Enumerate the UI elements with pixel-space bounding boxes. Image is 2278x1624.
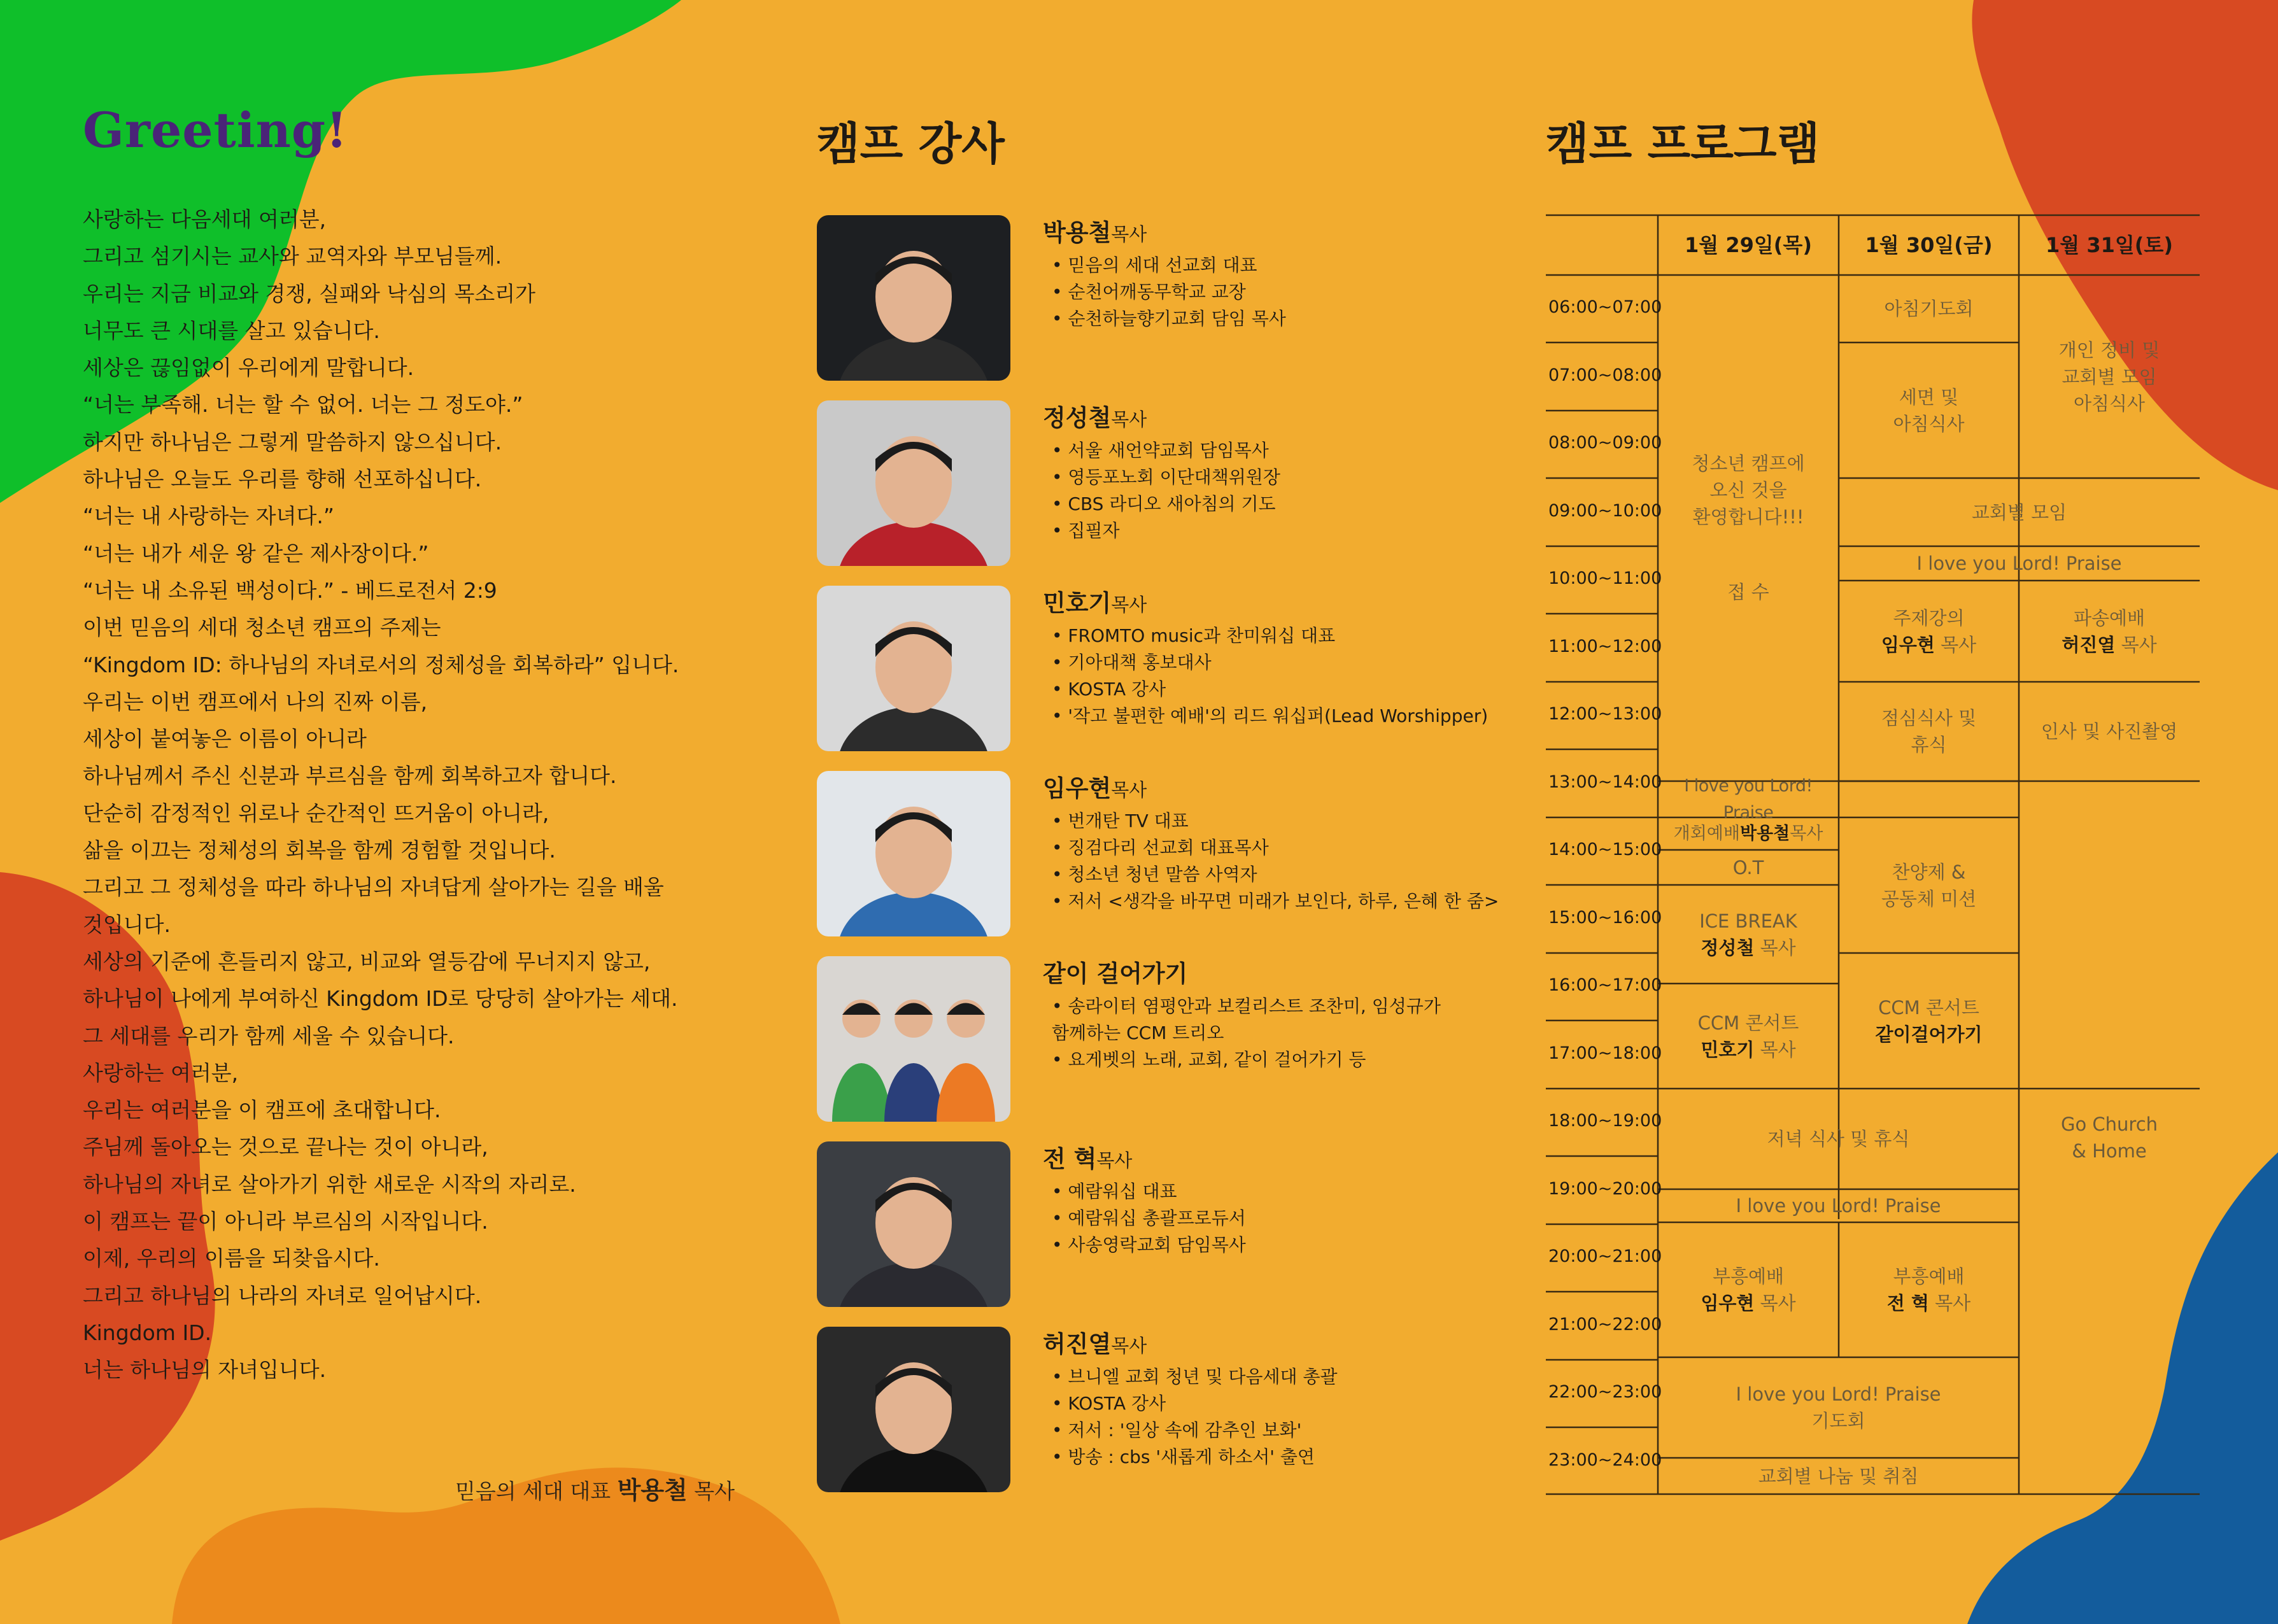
speaker-bullet: • 순천하늘향기교회 담임 목사 [1052,308,1286,329]
cell-d1-ccm [1658,984,1839,1089]
speaker-name: 전 혁 [1043,1145,1097,1173]
speaker-bullet: • 영등포노회 이단대책위원장 [1052,467,1280,488]
greeting-line: 하나님께서 주신 신분과 부르심을 함께 회복하고자 합니다. [83,763,617,789]
icebreak-suffix: 목사 [1754,936,1796,959]
cell-d3-home: Go Church & Home [2060,1113,2158,1162]
cell-church-meeting: 교회별 모임 [1971,501,2067,523]
speaker-bullet: • 사송영락교회 담임목사 [1052,1234,1246,1255]
greeting-line: “너는 내 소유된 백성이다.” - 베드로전서 2:9 [83,577,497,603]
cell-d1-ot: O.T [1732,856,1764,879]
time-slot: 17:00~18:00 [1548,1043,1662,1063]
d1-ccm-suffix: 목사 [1754,1038,1796,1061]
greeting-line: 우리는 여러분을 이 캠프에 초대합니다. [83,1098,441,1123]
speaker-bullet: • CBS 라디오 새아침의 기도 [1052,493,1276,514]
opening-label: 개회예배 [1673,823,1740,844]
greeting-line: “Kingdom ID: 하나님의 자녀로서의 정체성을 회복하라” 입니다. [83,652,679,677]
sending-label: 파송예배 [2073,607,2146,629]
speaker-name: 같이 걸어가기 [1043,960,1188,987]
greeting-line: 단순히 감정적인 위로나 순간적인 뜨거움이 아니라, [83,800,549,826]
speaker-bullet: • 저서 : '일상 속에 감추인 보화' [1052,1420,1302,1441]
cell-dinner: 저녁 식사 및 휴식 [1767,1128,1910,1150]
d2-revival-label: 부흥예배 [1893,1266,1965,1287]
greeting-line: 세상은 끊임없이 우리에게 말합니다. [83,355,414,381]
greeting-line: 이번 믿음의 세대 청소년 캠프의 주제는 [83,615,441,640]
time-slot: 06:00~07:00 [1548,297,1662,317]
greeting-line: “너는 부족해. 너는 할 수 없어. 너는 그 정도야.” [83,392,523,418]
opening-suffix: 목사 [1790,823,1823,844]
cell-d2-lecture [1839,581,2019,682]
greeting-line: 이제, 우리의 이름을 되찾읍시다. [83,1246,380,1271]
greeting-line: 사랑하는 여러분, [83,1060,239,1085]
greeting-line: 삶을 이끄는 정체성의 회복을 함께 경험할 것입니다. [83,838,556,863]
time-slot: 15:00~16:00 [1548,907,1662,928]
d1-revival-suffix: 목사 [1754,1292,1796,1314]
signature-suffix: 목사 [687,1479,735,1504]
d1-revival-label: 부흥예배 [1712,1266,1785,1287]
lecture-label: 주제강의 [1893,607,1965,629]
cell-d2-lunch: 점심식사 및 휴식 [1881,707,1977,756]
signature-prefix: 믿음의 세대 대표 [455,1479,618,1504]
cell-d2-mission: 찬양제 & 공동체 미션 [1881,861,1977,910]
greeting-line: 너무도 큰 시대를 살고 있습니다. [83,318,380,343]
opening-speaker: 박용철 [1739,823,1790,844]
time-slot: 12:00~13:00 [1548,704,1662,724]
day-header-2: 1월 30일(금) [1865,233,1993,257]
time-slot: 11:00~12:00 [1548,636,1662,656]
speaker-bullet: • 순천어깨동무학교 교장 [1052,281,1246,302]
greeting-line: 하나님은 오늘도 우리를 향해 선포하십니다. [83,467,482,492]
time-slot: 10:00~11:00 [1548,568,1662,588]
speaker-bullet: • 징검다리 선교회 대표목사 [1052,837,1269,858]
time-slot: 19:00~20:00 [1548,1178,1662,1199]
speaker-bullet: • FROMTO music과 찬미워십 대표 [1052,625,1336,646]
cell-d1-revival [1658,1222,1839,1357]
speaker-role: 목사 [1111,409,1147,430]
speaker-bullet: • 믿음의 세대 선교회 대표 [1052,255,1257,276]
speaker-role: 목사 [1111,779,1147,801]
speakers-title: 캠프 강사 [817,118,1005,170]
cell-d1-icebreak [1658,885,1839,984]
d1-ccm-label: CCM 콘서트 [1697,1012,1799,1034]
speaker-bullet: • 서울 새언약교회 담임목사 [1052,440,1269,461]
time-slot: 16:00~17:00 [1548,975,1662,995]
speaker-bullet: 함께하는 CCM 트리오 [1052,1022,1224,1043]
cell-d3-sending [2019,581,2200,682]
speaker-name: 허진열 [1043,1331,1112,1358]
cell-d1-praise: I love you Lord! Praise [1684,775,1813,823]
day-header-3: 1월 31일(토) [2046,233,2173,257]
greeting-line: 그리고 섬기시는 교사와 교역자와 부모님들께. [83,244,502,269]
speaker-bullet: • 번개탄 TV 대표 [1052,810,1189,831]
speaker-bullet: • 청소년 청년 말씀 사역자 [1052,864,1257,885]
speaker-name: 민호기 [1043,590,1112,617]
speaker-role: 목사 [1111,594,1147,616]
speaker-role: 목사 [1111,1335,1147,1357]
time-slot: 13:00~14:00 [1548,772,1662,792]
d2-revival-suffix: 목사 [1928,1292,1971,1314]
cell-reception: 접 수 [1727,581,1769,603]
cell-d2-revival [1839,1222,2019,1357]
d2-ccm-label: CCM 콘서트 [1878,996,1979,1019]
greeting-line: 그 세대를 우리가 함께 세울 수 있습니다. [83,1023,455,1049]
speaker-name: 박용철 [1043,219,1112,246]
time-slot: 23:00~24:00 [1548,1450,1662,1470]
lecture-suffix: 목사 [1934,633,1977,656]
greeting-line: “너는 내 사랑하는 자녀다.” [83,504,334,529]
cell-night-prayer: I love you Lord! Praise 기도회 [1736,1383,1941,1432]
cell-welcome: 청소년 캠프에 오신 것을 환영합니다!!! [1692,453,1805,528]
program-title: 캠프 프로그램 [1546,118,1820,170]
cell-d2-morning-prayer: 아침기도회 [1884,298,1974,320]
greeting-title: Greeting! [83,102,348,159]
cell-sharing: 교회별 나눔 및 취침 [1758,1465,1919,1487]
time-slot: 09:00~10:00 [1548,500,1662,521]
speaker-bullet: • 브니엘 교회 청년 및 다음세대 총괄 [1052,1366,1338,1387]
d1-revival-speaker: 임우현 [1701,1292,1755,1314]
greeting-line: 이 캠프는 끝이 아니라 부르심의 시작입니다. [83,1209,488,1234]
greeting-line: 우리는 이번 캠프에서 나의 진짜 이름, [83,689,428,714]
sending-suffix: 목사 [2115,633,2157,656]
greeting-line: 하지만 하나님은 그렇게 말씀하지 않으십니다. [83,429,502,455]
speaker-bullet: • 저서 <생각을 바꾸면 미래가 보인다, 하루, 은혜 한 줌> [1052,891,1499,912]
speaker-bullet: • KOSTA 강사 [1052,679,1166,700]
sending-speaker: 허진열 [2062,633,2116,656]
speaker-bullet: • 기아대책 홍보대사 [1052,652,1212,673]
greeting-line: 하나님이 나에게 부여하신 Kingdom ID로 당당히 살아가는 세대. [83,986,678,1012]
greeting-line: Kingdom ID. [83,1320,212,1345]
time-slot: 14:00~15:00 [1548,840,1662,859]
day-header-1: 1월 29일(목) [1685,233,1812,257]
cell-d2-wash: 세면 및 아침식사 [1893,386,1965,435]
greeting-line: 세상이 붙여놓은 이름이 아니라 [83,726,367,752]
cell-d1-opening [1658,817,1839,850]
greeting-line: 것입니다. [83,912,171,937]
speaker-bullet: • 방송 : cbs '새롭게 하소서' 출연 [1052,1446,1315,1467]
lecture-speaker: 임우현 [1881,633,1935,656]
speaker-name: 정성철 [1043,404,1112,432]
greeting-line: 그리고 하나님의 나라의 자녀로 일어납시다. [83,1283,482,1308]
d1-ccm-speaker: 민호기 [1701,1038,1755,1061]
time-slot: 22:00~23:00 [1548,1382,1662,1402]
speaker-bullet: • '작고 불편한 예배'의 리드 워십퍼(Lead Worshipper) [1052,705,1489,726]
cell-d2-ccm [1839,953,2019,1089]
cell-d3-morning: 개인 정비 및 교회별 모임 아침식사 [2058,339,2160,414]
speaker-bullet: • 송라이터 염평안과 보컬리스트 조찬미, 임성규가 [1052,996,1441,1017]
time-slot: 08:00~09:00 [1548,433,1662,453]
speaker-name: 임우현 [1043,775,1112,802]
speaker-role: 목사 [1096,1150,1133,1171]
greeting-line: 세상의 기준에 흔들리지 않고, 비교와 열등감에 무너지지 않고, [83,949,651,974]
time-slot: 18:00~19:00 [1548,1111,1662,1131]
time-slot: 21:00~22:00 [1548,1314,1662,1334]
icebreak-label: ICE BREAK [1699,910,1797,932]
greeting-line: 우리는 지금 비교와 경쟁, 실패와 낙심의 목소리가 [83,281,535,306]
greeting-line: 그리고 그 정체성을 따라 하나님의 자녀답게 살아가는 길을 배울 [83,875,664,900]
greeting-line: 주님께 돌아오는 것으로 끝나는 것이 아니라, [83,1134,488,1160]
speaker-role: 목사 [1111,223,1147,245]
speaker-bullet: • KOSTA 강사 [1052,1393,1166,1414]
signature-name: 박용철 [617,1476,688,1504]
d2-revival-speaker: 전 혁 [1886,1292,1929,1314]
greeting-line: 사랑하는 다음세대 여러분, [83,207,327,232]
cell-evening-praise: I love you Lord! Praise [1736,1195,1941,1217]
time-slot: 20:00~21:00 [1548,1246,1662,1266]
icebreak-speaker: 정성철 [1701,936,1755,959]
speaker-bullet: • 요게벳의 노래, 교회, 같이 걸어가기 등 [1052,1049,1366,1070]
speaker-bullet: • 예람워십 총괄프로듀서 [1052,1208,1246,1229]
speaker-bullet: • 예람워십 대표 [1052,1181,1177,1202]
greeting-line: 너는 하나님의 자녀입니다. [83,1357,327,1383]
cell-d23-praise: I love you Lord! Praise [1916,553,2122,574]
speaker-bullet: • 집필자 [1052,520,1120,541]
cell-d3-photo: 인사 및 사진촬영 [2041,721,2178,742]
greeting-line: “너는 내가 세운 왕 같은 제사장이다.” [83,540,429,566]
greeting-line: 하나님의 자녀로 살아가기 위한 새로운 시작의 자리로. [83,1171,576,1197]
time-slot: 07:00~08:00 [1548,365,1662,385]
d2-ccm-performer: 같이걸어가기 [1875,1023,1983,1045]
